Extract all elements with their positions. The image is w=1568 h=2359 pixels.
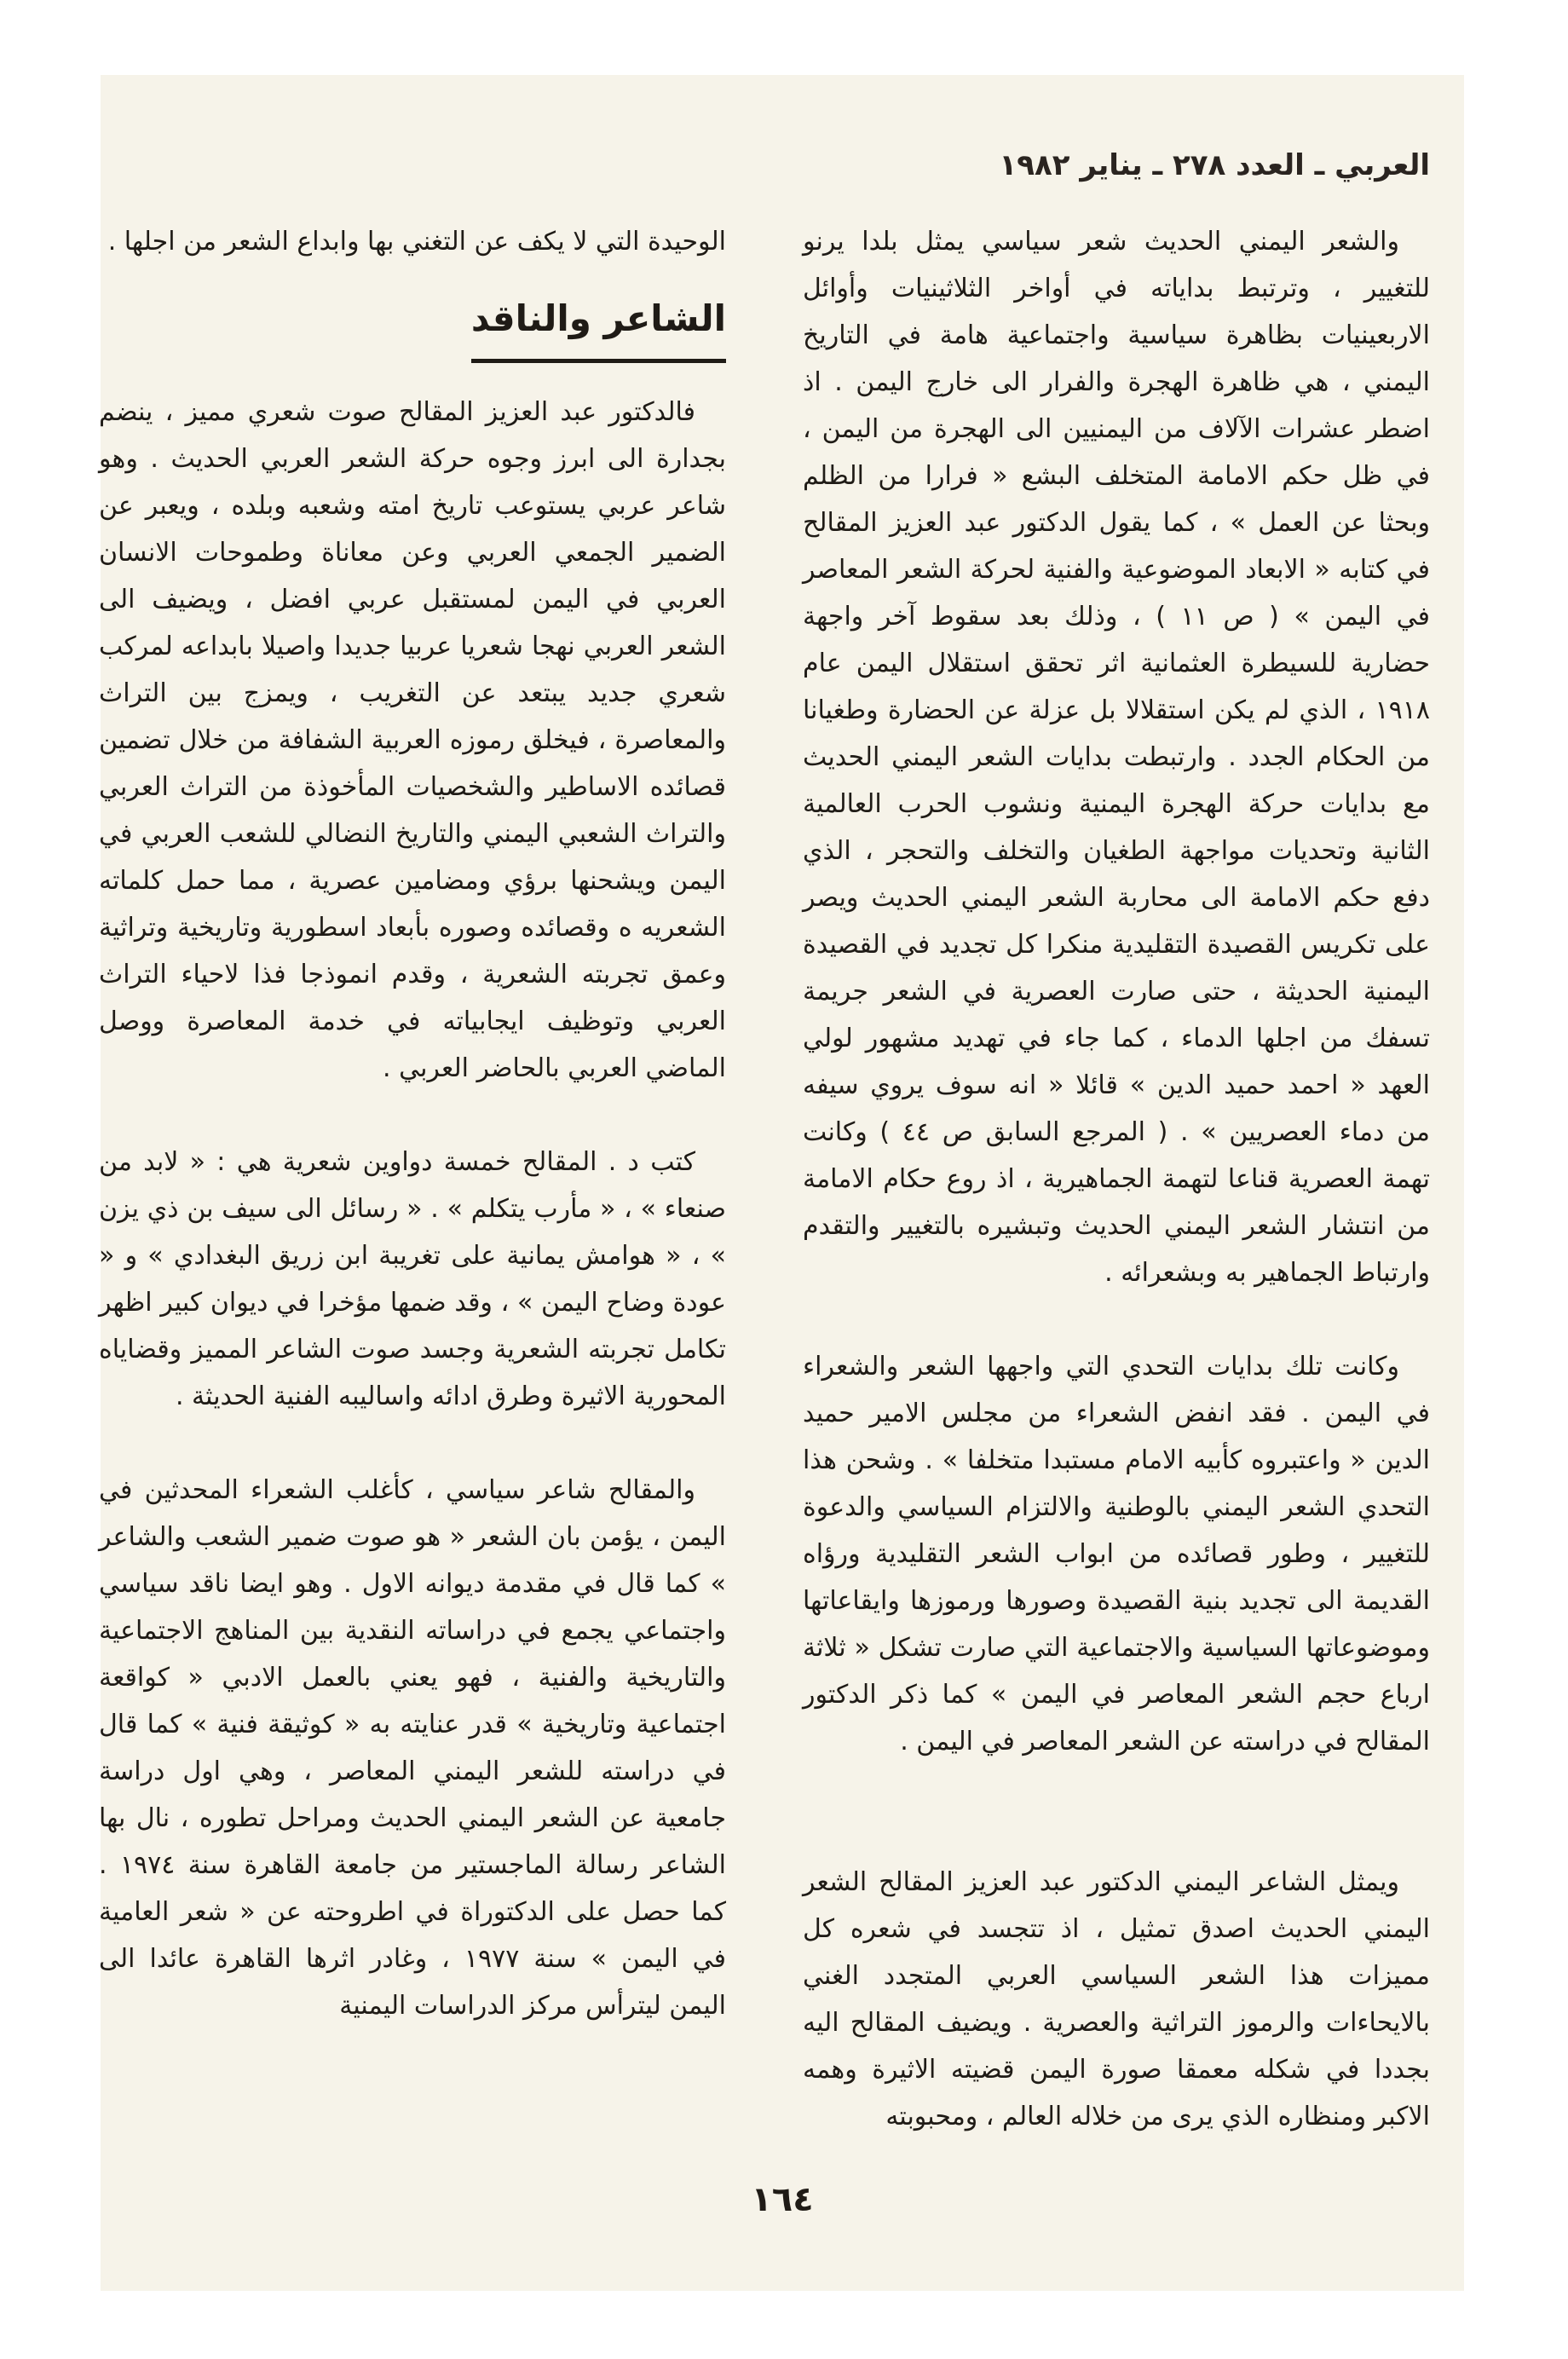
page-number: ١٦٤ [751, 2180, 814, 2219]
paragraph: والمقالح شاعر سياسي ، كأغلب الشعراء المحدثين في اليمن ، يؤمن بان الشعر « هو صوت ضمير الشعب والشاعر » كما قال في مقدمة ديوانه الاول . وهو ايضا ناقد سياسي واجتماعي يجمع في دراساته النقدية بين المناهج الاجتماعية والتاريخية والفنية ، فهو يعني بالعمل الادبي « كواقعة اجتماعية وتاريخية » قدر عنايته به « كوثيقة فنية » كما قال في دراسته للشعر اليمني المعاصر ، وهي اول دراسة جامعية عن الشعر اليمني الحديث ومراحل تطوره ، نال بها الشاعر رسالة الماجستير من جامعة القاهرة سنة ١٩٧٤ . كما حصل على الدكتوراة في اطروحته عن « شعر العامية في اليمن » سنة ١٩٧٧ ، وغادر اثرها القاهرة عائدا الى اليمن ليترأس مركز الدراسات اليمنية [99, 1475, 727, 2021]
left-column [99, 218, 726, 2029]
paragraph: الوحيدة التي لا يكف عن التغني بها وابداع الشعر من اجلها . [107, 227, 726, 257]
paragraph: فالدكتور عبد العزيز المقالح صوت شعري مميز ، ينضم بجدارة الى ابرز وجوه حركة الشعر العربي الحديث . وهو شاعر عربي يستوعب تاريخ امته وشعبه وبلده ، ويعبر عن الضمير الجمعي العربي وعن معاناة وطموحات الانسان العربي في اليمن لمستقبل عربي افضل ، ويضيف الى الشعر العربي نهجا شعريا عربيا جديدا واصيلا بابداعه لمركب شعري جديد يبتعد عن التغريب ، ويمزج بين التراث والمعاصرة ، فيخلق رموزه العربية الشفافة من خلال تضمين قصائده الاساطير والشخصيات المأخوذة من التراث العربي والتراث الشعبي اليمني والتاريخ النضالي للشعب العربي في اليمن ويشحنها برؤي ومضامين عصرية ، مما حمل كلماته الشعريه ه وقصائده وصوره بأبعاد اسطورية وتاريخية وتراثية وعمق تجربته الشعرية ، وقدم انموذجا فذا لاحياء التراث العربي وتوظيف ايجابياته في خدمة المعاصرة ووصل الماضي العربي بالحاضر العربي . [99, 397, 726, 1083]
paragraph: كتب د . المقالح خمسة دواوين شعرية هي : « لابد من صنعاء » ، « مأرب يتكلم » . « رسائل الى سيف بن ذي يزن » ، « هوامش يمانية على تغريبة ابن زريق البغدادي » و « عودة وضاح اليمن » ، وقد ضمها مؤخرا في ديوان كبير اظهر تكامل تجربته الشعرية وجسد صوت الشاعر المميز وقضاياه المحورية الاثيرة وطرق ادائه واساليبه الفنية الحديثة . [99, 1147, 726, 1411]
magazine-page [101, 75, 1464, 2291]
right-column [803, 218, 1430, 2140]
paragraph: ويمثل الشاعر اليمني الدكتور عبد العزيز المقالح الشعر اليمني الحديث اصدق تمثيل ، اذ تتجسد في شعره كل مميزات هذا الشعر السياسي العربي المتجدد الغني بالايحاءات والرموز التراثية والعصرية . ويضيف المقالح اليه بجددا في شكله معمقا صورة اليمن قضيته الاثيرة وهمه الاكبر ومنظاره الذي يرى من خلاله العالم ، ومحبوبته [803, 1867, 1430, 2131]
page-header: العربي ـ العدد ٢٧٨ ـ يناير ١٩٨٢ [999, 148, 1430, 182]
paragraph: وكانت تلك بدايات التحدي التي واجهها الشعر والشعراء في اليمن . فقد انفض الشعراء من مجلس الامير حميد الدين « واعتبروه كأبيه الامام مستبدا متخلفا » . وشحن هذا التحدي الشعر اليمني بالوطنية والالتزام السياسي والدعوة للتغيير ، وطور قصائده من ابواب الشعر التقليدية ورؤاه القديمة الى تجديد بنية القصيدة وصورها ورموزها وايقاعاتها وموضوعاتها السياسية والاجتماعية التي صارت تشكل « ثلاثة ارباع حجم الشعر المعاصر في اليمن » كما ذكر الدكتور المقالح في دراسته عن الشعر المعاصر في اليمن . [803, 1352, 1430, 1756]
paragraph: والشعر اليمني الحديث شعر سياسي يمثل بلدا يرنو للتغيير ، وترتبط بداياته في أواخر الثلاثينيات وأوائل الاربعينيات بظاهرة سياسية واجتماعية هامة في التاريخ اليمني ، هي ظاهرة الهجرة والفرار الى خارج اليمن . اذ اضطر عشرات الآلاف من اليمنيين الى الهجرة من اليمن ، في ظل حكم الامامة المتخلف البشع « فرارا من الظلم وبحثا عن العمل » ، كما يقول الدكتور عبد العزيز المقالح في كتابه « الابعاد الموضوعية والفنية لحركة الشعر المعاصر في اليمن » ( ص ١١ ) ، وذلك بعد سقوط آخر واجهة حضارية للسيطرة العثمانية اثر تحقق استقلال اليمن عام ١٩١٨ ، الذي لم يكن استقلالا بل عزلة عن الحضارة وطغيانا من الحكام الجدد . وارتبطت بدايات الشعر اليمني الحديث مع بدايات حركة الهجرة اليمنية ونشوب الحرب العالمية الثانية وتحديات مواجهة الطغيان والتخلف والتحجر ، الذي دفع حكم الامامة الى محاربة الشعر اليمني الحديث ويصر على تكريس القصيدة التقليدية منكرا كل تجديد في القصيدة اليمنية الحديثة ، حتى صارت العصرية في الشعر جريمة تسفك من اجلها الدماء ، كما جاء في تهديد مشهور لولي العهد « احمد حميد الدين » قائلا « انه سوف يروي سيفه من دماء العصريين » . ( المرجع السابق ص ٤٤ ) وكانت تهمة العصرية قناعا لتهمة الجماهيرية ، اذ روع حكام الامامة من انتشار الشعر اليمني الحديث وتبشيره بالتغيير والتقدم وارتباط الجماهير به وبشعرائه . [803, 227, 1430, 1288]
section-heading: الشاعر والناقد [471, 289, 726, 363]
